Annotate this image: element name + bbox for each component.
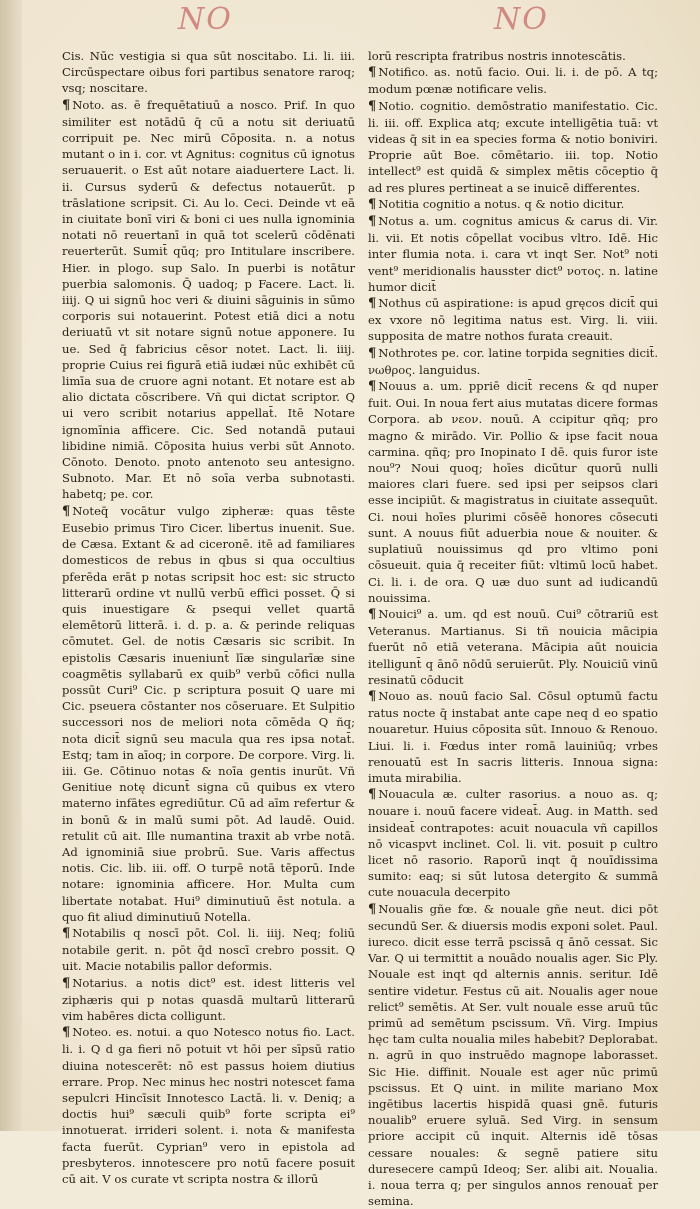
dictionary-entry [368,64,658,97]
dictionary-entry [368,295,658,345]
entry-text: Noualis gñe fœ. & nouale gñe neut. dici pōt secundū Ser. & diuersis modis exponi solet. Paul. iureco. dicit esse terrā pscissā q ānō cessat. Sic Var. Q ui termittit a nouādo noualis ager. Sic Ply. Nouale est inqt qd alternis annis. seritur. Idē sentire videtur. Festus cū ait. Noualis ager noue relict⁹ semētis. At Ser. vult nouale esse aruū tūc primū ad semētum pscissum. Vñ. Virg. Impius hęc tam culta noualia miles habebit? Deplorabat. n. agrū in quo instruēdo magnope laborasset. Sic Hie. diffinit. Nouale est ager nūc primū pscissus. Et Q uint. in milite mariano Mox ingētibus lacertis hispidā quasi gnē. futuris noualib⁹ eruere syluā. Sed Virg. in sensum priore accipit cū inquit. Alternis idē tōsas cessare nouales: & segnē patiere situ duresecere campū Ideoq; Ser. alibi ait. Noualia. i. noua terra q; per singulos annos renouat̄ per semina. [368,901,658,1209]
dictionary-entry [368,98,658,196]
paragraph-mark-icon: ¶ [368,65,377,81]
paragraph-mark-icon: ¶ [368,379,377,395]
entry-text: Notifico. as. notū facio. Oui. li. i. de pō. A tq; modum pœnæ notificare velis. [368,65,658,97]
entry-text: Notabilis q noscī pōt. Col. li. iiij. Neq; foliū notabile gerit. n. pōt q̄d noscī crebro possit. Q uit. Macie notabilis pallor deformis. [62,925,355,974]
dictionary-entry [62,975,355,1025]
entry-text: Notus a. um. cognitus amicus & carus di. Vir. li. vii. Et notis cōpellat vocibus vltro. Idē. Hic inter flumia nota. i. cara vt inqt Ser. Not⁹ noti vent⁹ meridionalis hausster dict⁹ νοτος. n. latine humor dicit̄ [368,214,658,294]
dictionary-entry [368,213,658,295]
dictionary-entry [368,196,658,213]
paragraph-mark-icon: ¶ [62,97,71,113]
paragraph-mark-icon: ¶ [368,196,377,212]
left-column [62,48,355,1187]
entry-text: Nothrotes pe. cor. latine torpida segnities dicit̄. νωθρος. languidus. [368,345,658,377]
page-gutter [0,0,22,1131]
paragraph-mark-icon: ¶ [368,296,377,312]
dictionary-entry [368,345,658,378]
dictionary-entry: lorū rescripta fratribus nostris innotescātis. [368,49,626,63]
paragraph-mark-icon: ¶ [368,214,377,230]
paragraph-mark-icon: ¶ [62,975,71,991]
dictionary-entry [368,688,658,786]
dictionary-entry [62,503,355,925]
dictionary-entry [62,925,355,975]
dictionary-entry [368,786,658,900]
entry-text: Nouacula æ. culter rasorius. a nouo as. q; nouare i. nouū facere videat̄. Aug. in Matth. sed insideat̄ contrapotes: acuit nouacula vñ capillos nō vicaspvt inclinet. Col. li. vit. posuit p cultro licet nō rasorio. Raporū inqt q̄ nouīdissima sumito: eaq; si sūt lutosa detergito & summā cute nouacula decerpito [368,787,658,900]
dictionary-entry [62,1024,355,1187]
entry-text: Noteq̄ vocātur vulgo zipheræ: quas tēste Eusebio primus Tiro Cicer. libertus inuenit. Sue. de Cæsa. Extant & ad ciceronē. itē ad familiares domesticos de rebus in qbus si qua occultius pferēda erāt p notas scripsit hoc est: sic structo litterarū ordine vt nullū verbū effici posset. Q̄ si quis inuestigare & psequi vellet quartā elemētorū litterā. i. d. p. a. & perinde reliquas cōmutet. Gel. de notis Cæsaris sic scribit. In epistolis Cæsaris inueniunt̄ līæ singularīæ sine coagmētis syllabarū ex quib⁹ verbū cōfici nulla possūt Curi⁹ Cic. p scriptura posuit Q uare mi Cic. pseuera cōstanter nos cōseruare. Et Sulpitio successori nos de meliori nota cōmēda Q ñq; nota dicit̄ signū seu macula qua res ipsa notat̄. Estq; tam in aīoq; in corpore. De corpore. Virg. li. iii. Ge. Cōtinuo notas & noīa gentis inurūt. Vñ Genitiue notę dicunt̄ signa cū quibus ex vtero materno infātes egrediūtur. Cū ad aīm refertur & in bonū & in malū sumi pōt. Ad laudē. Ouid. retulit cū ait. Ille numantina traxit ab vrbe notā. Ad ignominiā siue probrū. Sue. Varis affectus notis. Cic. lib. iii. off. O turpē notā tēporū. Inde notare: ignominia afficere. Hor. Multa cum libertate notabat. Hui⁹ diminutiuū ēst notula. a quo fit aliud diminutiuū Notella. [62,503,355,924]
dictionary-entry [368,378,658,606]
right-column [368,48,658,1209]
paragraph-mark-icon: ¶ [62,925,71,941]
dictionary-entry: Cis. Nūc vestigia si qua sūt noscitabo. Li. li. iii. Circūspectare oibus fori partibus senatore raroq; vsq; noscitare. [62,49,355,96]
entry-text: Noto. as. ē frequētatiuū a nosco. Prif. In quo similiter est notādū q̄ cū a notu sit deriuatū corripuit pe. Nec mirū Cōposita. n. a notus mutant o in i. cor. vt Agnitus: cognitus cū ignotus seruauerit. o Est aūt notare aiaduertere Lact. li. ii. Cursus syderū & defectus notauerūt. p trāslatione scripsit. Ci. Au lo. Ceci. Deinde vt eā in ciuitate bonī viri & boni ci ues nulla ignominia notati nō reuertanī in quā tot scelerū cōdēnati reuerterūt. Sumit̄ qūq; pro Intitulare inscribere. Hier. in plogo. sup Salo. In puerbi is notātur puerbia salomonis. Q̄ uadoq; p Facere. Lact. li. iiij. Q ui signū hoc veri & diuini sāguinis in sūmo corporis sui notauerint. Potest etiā dici a notu deriuatū vt sit notare signū notue apponere. Iu ue. Sed q̄ fabricius cēsor notet. Lact. li. iiij. proprie Cuius rei figurā etiā iudæi nūc exhibēt cū limīa sua de cruore agni notant. Et notare est ab alio dictata cōscribere. Vñ qui dictat scriptor. Q ui vero scribit notarius appellat̄. Itē Notare ignomīnia afficere. Cic. Sed notandā putaui libidine nimiā. Cōposita huius verbi sūt Annoto. Cōnoto. Denoto. pnoto antenoto seu antesigno. Subnoto. Mar. Et nō soīa verba subnotasti. habetq; pe. cor. [62,97,355,502]
dictionary-entry [62,97,355,503]
entry-text: Notitia cognitio a notus. q & notio dicitur. [378,196,625,211]
paragraph-mark-icon: ¶ [62,1025,71,1041]
entry-text: Noteo. es. notui. a quo Notesco notus fio. Lact. li. i. Q d ga fieri nō potuit vt hōi per sīpsū ratio diuina notescerēt: nō est passus hoiem diutius errare. Prop. Nec minus hec nostri notescet fama sepulcri Hincīsit Innotesco Lactā. li. v. Deniq; a doctis hui⁹ sæculi quib⁹ forte scripta ei⁹ innotuerat. irrideri solent. i. nota & manifesta facta fuerūt. Cyprian⁹ vero in epistola ad presbyteros. innotescere pro notū facere posuit cū ait. V os curate vt scripta nostra & illorū [62,1025,355,1187]
paragraph-mark-icon: ¶ [368,787,377,803]
paragraph-mark-icon: ¶ [62,503,71,519]
entry-text: Nouici⁹ a. um. qd est nouū. Cui⁹ cōtrariū est Veteranus. Martianus. Si tñ nouicia mācipia fuerūt nō etiā veterana. Mācipia aūt nouicia itelligunt̄ q ānō nōdū seruierūt. Ply. Nouiciū vinū resinatū cōducit [368,606,658,687]
entry-text: Notio. cognitio. demōstratio manifestatio. Cic. li. iii. off. Explica atq; excute intelligētia tuā: vt videas q̄ sit in ea species forma & notio boniviri. Proprie aūt Boe. cōmētario. iii. top. Notio intellect⁹ est quidā & simplex mētis cōceptio q̄ ad res plures pertineat a se inuicē differentes. [368,98,658,195]
paragraph-mark-icon: ¶ [368,688,377,704]
running-head-left: NO [178,2,233,37]
entry-text: Nothus cū aspiratione: is apud gręcos dicit̄ qui ex vxore nō legitima natus est. Virg. li. viii. supposita de matre nothos furata creauit. [368,296,658,344]
entry-text: Nouo as. nouū facio Sal. Cōsul optumū factu ratus nocte q̄ instabat ante cape neq d eo spatio nouaretur. Huius cōposita sūt. Innouo & Renouo. Liui. li. i. Fœdus inter romā lauiniūq; vrbes renouatū est In sacris litteris. Innoua signa: imuta mirabilia. [368,688,658,785]
entry-text: Nouus a. um. ppriē dicit̄ recens & qd nuper fuit. Oui. In noua fert aius mutatas dicere formas Corpora. ab νεον. nouū. A ccipitur qñq; pro magno & mirādo. Vir. Pollio & ipse facit noua carmina. qñq; pro Inopinato I dē. quis furor iste nou⁹? Noui quoq; hoīes dicūtur quorū nulli maiores clari fuere. sed ipsi per seipsos clari esse incipiūt. & magistratus in ciuitate assequūt. Ci. noui hoīes plurimi cōsēē honores cōsecuti sunt. A nouus fiūt aduerbia noue & nouiter. & suplatiuū nouissimus qd pro vltimo poni cōsueuit. quia q̄ receiter fiūt: vltimū locū habet. Ci. li. i. de ora. Q uæ duo sunt ad iudicandū nouissima. [368,379,658,605]
running-head-right: NO [494,2,549,37]
paragraph-mark-icon: ¶ [368,98,377,114]
dictionary-entry [368,901,658,1209]
entry-text: Notarius. a notis dict⁹ est. idest litteris vel ziphæris qui p notas quasdā multarū litterarū vim habēres dicta colligunt. [62,975,355,1023]
dictionary-entry [368,606,658,688]
paragraph-mark-icon: ¶ [368,901,377,917]
paragraph-mark-icon: ¶ [368,606,377,622]
paragraph-mark-icon: ¶ [368,345,377,361]
